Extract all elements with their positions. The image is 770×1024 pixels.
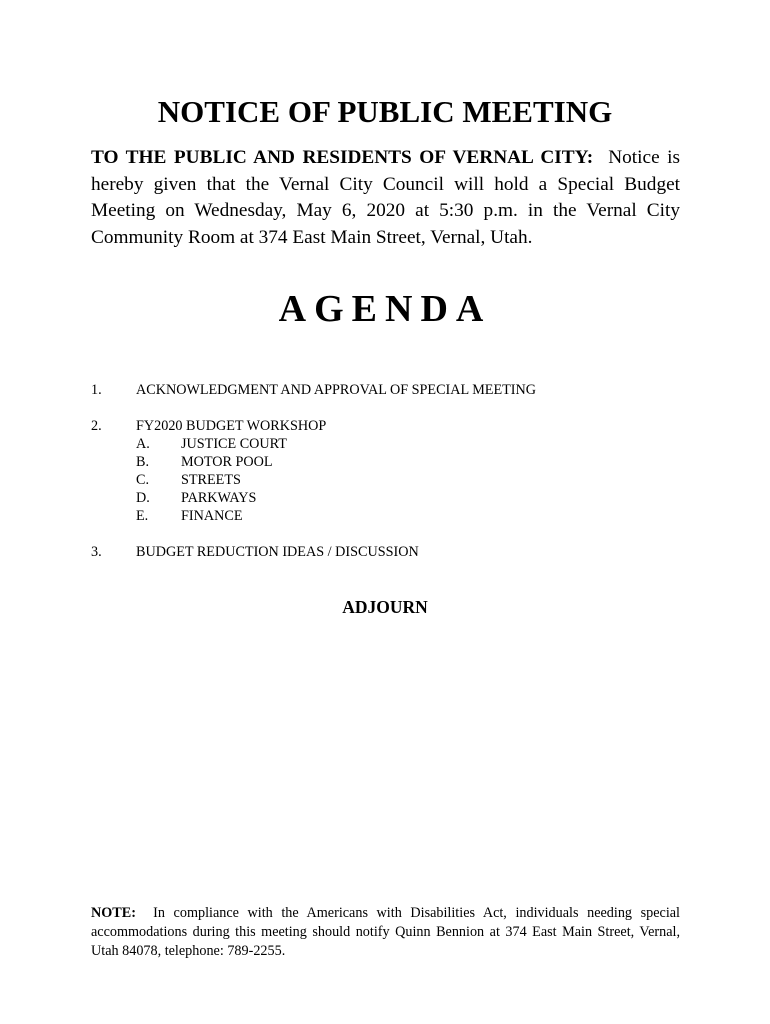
agenda-item-number: 2.	[91, 418, 102, 434]
agenda-list	[91, 381, 680, 579]
agenda-heading: AGENDA	[278, 288, 492, 330]
agenda-subitem-text: MOTOR POOL	[181, 454, 273, 470]
agenda-item	[91, 381, 680, 399]
agenda-item-text: BUDGET REDUCTION IDEAS / DISCUSSION	[136, 544, 419, 560]
agenda-item	[91, 543, 680, 561]
notice-intro	[91, 145, 680, 251]
ada-note	[91, 904, 680, 961]
agenda-subitem	[136, 471, 680, 489]
agenda-subitem	[136, 453, 680, 471]
agenda-subitem-letter: E.	[136, 508, 149, 524]
adjourn-heading: ADJOURN	[342, 597, 428, 617]
agenda-subitem-letter: C.	[136, 472, 150, 488]
agenda-item-number: 3.	[91, 544, 102, 560]
agenda-subitem-letter: D.	[136, 490, 150, 506]
intro-body: Notice is hereby given that the Vernal City Council will hold a Special Budget Meeting on Wednesday, May 6, 2020 at 5:30 p.m. in the Vernal City Community Room at 374 East Main Street, Vernal, Utah.	[91, 147, 680, 248]
agenda-subitem	[136, 435, 680, 453]
agenda-item-text: FY2020 BUDGET WORKSHOP	[136, 418, 327, 434]
agenda-subitem	[136, 489, 680, 507]
agenda-subitem-text: FINANCE	[181, 508, 243, 524]
intro-lead: TO THE PUBLIC AND RESIDENTS OF VERNAL CITY:	[91, 147, 594, 168]
note-label: NOTE:	[91, 905, 136, 921]
agenda-subitem-text: PARKWAYS	[181, 490, 257, 506]
agenda-subitem-letter: B.	[136, 454, 150, 470]
agenda-item-number: 1.	[91, 382, 102, 398]
agenda-subitem-list	[136, 435, 680, 525]
agenda-subitem-text: STREETS	[181, 472, 241, 488]
agenda-subitem-letter: A.	[136, 436, 150, 452]
agenda-item	[91, 417, 680, 525]
agenda-subitem	[136, 507, 680, 525]
agenda-item-text: ACKNOWLEDGMENT AND APPROVAL OF SPECIAL MEETING	[136, 382, 537, 398]
agenda-subitem-text: JUSTICE COURT	[181, 436, 287, 452]
page-title: NOTICE OF PUBLIC MEETING	[157, 94, 613, 129]
note-body: In compliance with the Americans with Disabilities Act, individuals needing special accommodations during this meeting should notify Quinn Bennion at 374 East Main Street, Vernal, Utah 84078, telephone: 789-2255.	[91, 905, 681, 959]
